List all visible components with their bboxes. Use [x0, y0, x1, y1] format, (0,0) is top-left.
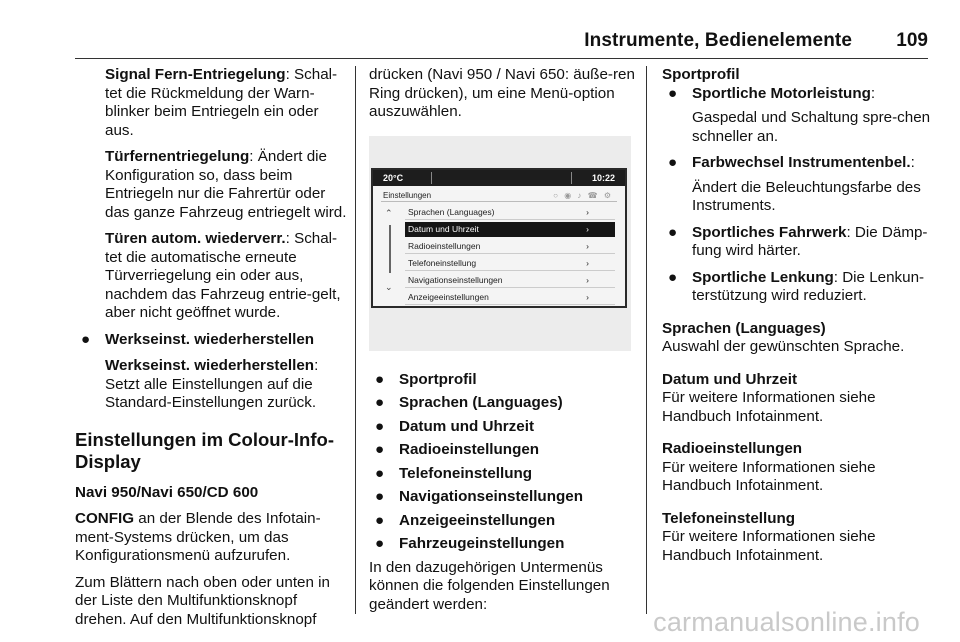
- bullet-item: ● Anzeigeeinstellungen: [375, 511, 556, 529]
- header-rule: [75, 58, 928, 59]
- term-label: Signal Fern-Entriegelung: [105, 66, 286, 83]
- subheading: Navi 950/Navi 650/CD 600: [75, 483, 259, 501]
- config-text: an der Blende des Infotain-ment-Systems drücken, um das Konfigurationsmenü aufzurufen.: [75, 510, 321, 564]
- menu-item-radio: Radioeinstellungen ›: [405, 239, 615, 254]
- chevron-right-icon: ›: [586, 223, 589, 234]
- screen-status-bar: [373, 170, 625, 186]
- bullet-werkseinst: [75, 331, 347, 350]
- infotainment-screenshot: [369, 136, 631, 351]
- menu-item-sprachen: Sprachen (Languages) ›: [405, 205, 615, 220]
- text-telefon: Für weitere Informationen siehe Handbuch Infotainment.: [662, 528, 876, 564]
- text-farbwechsel: Ändert die Beleuchtungsfarbe des Instruments.: [692, 178, 921, 214]
- bullet-item: ● Radioeinstellungen: [375, 441, 540, 458]
- column-divider-2: [646, 66, 647, 614]
- bullet-fahrwerk: ● Sportliches Fahrwerk: Die Dämp-fung wird härter.: [668, 223, 928, 259]
- term-text: : Ändert die Konfiguration so, dass beim Entriegeln nur die Fahrertür oder das ganze Fahrzeug entriegelt wird.: [105, 148, 347, 221]
- settings-bullet-list: [369, 371, 637, 554]
- term-text: : Setzt alle Einstellungen auf die Standard-Einstellungen zurück.: [105, 357, 319, 411]
- heading-datum: Datum und Uhrzeit: [662, 370, 797, 388]
- bullet-dot: ●: [375, 488, 385, 505]
- column-3: [662, 66, 934, 565]
- menu-item-navigation: Navigationseinstellungen ›: [405, 273, 615, 288]
- bullet-dot: ●: [668, 268, 678, 286]
- bullet-item: ● Telefoneinstellung: [375, 464, 533, 482]
- scroll-up-icon: ⌃: [385, 207, 393, 218]
- paragraph-scroll: Zum Blättern nach oben oder unten in der Liste den Multifunktionsknopf drehen. Auf den Multifunktionsknopf: [75, 573, 330, 628]
- bullet-dot: ●: [375, 535, 385, 552]
- paragraph-tuerfern: [75, 148, 347, 222]
- settings-screen: [371, 168, 627, 308]
- chevron-right-icon: ›: [586, 274, 589, 285]
- watermark: carmanualsonline.info: [653, 607, 920, 637]
- term-label: Türen autom. wiederverr.: [105, 230, 286, 247]
- text-datum: Für weitere Informationen siehe Handbuch Infotainment.: [662, 389, 876, 425]
- text-sprachen: Auswahl der gewünschten Sprache.: [662, 338, 905, 355]
- bullet-dot: ●: [375, 417, 385, 435]
- bullet-dot: ●: [375, 441, 385, 458]
- heading-radio: Radioeinstellungen: [662, 440, 803, 457]
- chevron-right-icon: ›: [586, 206, 589, 217]
- temperature-readout: 20°C: [383, 172, 404, 183]
- status-icons: ○ ◉ ♪ ☎ ⚙: [553, 190, 613, 200]
- scrollbar: [389, 225, 391, 273]
- column-divider-1: [355, 66, 356, 614]
- clock-readout: 10:22: [591, 172, 615, 183]
- bullet-dot: ●: [668, 223, 678, 241]
- settings-menu-list: [405, 205, 615, 307]
- section-heading: Einstellungen im Colour-Info-Display: [75, 428, 334, 472]
- bullet-dot: ●: [375, 511, 385, 529]
- bullet-lenkung: ● Sportliche Lenkung: Die Lenkun-terstützung wird reduziert.: [668, 268, 925, 304]
- chapter-title: Instrumente, Bedienelemente: [584, 30, 852, 51]
- bullet-item: ● Datum und Uhrzeit: [375, 417, 534, 435]
- chevron-right-icon: ›: [586, 291, 589, 302]
- scroll-down-icon: ⌄: [385, 281, 393, 292]
- paragraph-signal: [75, 66, 347, 140]
- page-number: 109: [896, 30, 928, 51]
- paragraph-werkseinst: [75, 357, 347, 413]
- heading-telefon: Telefoneinstellung: [662, 509, 796, 527]
- text-radio: Für weitere Informationen siehe Handbuch Infotainment.: [662, 458, 876, 494]
- bullet-dot: ●: [375, 464, 385, 482]
- column-2: [369, 66, 637, 614]
- config-label: CONFIG: [75, 510, 135, 527]
- bullet-item: ● Fahrzeugeinstellungen: [375, 535, 565, 552]
- bullet-dot: ●: [81, 330, 91, 348]
- bullet-item: ● Sprachen (Languages): [375, 394, 563, 411]
- text-motorleistung: Gaspedal und Schaltung spre-chen schneller an.: [692, 109, 931, 145]
- bullet-item: ● Navigationseinstellungen: [375, 488, 583, 505]
- bullet-dot: ●: [375, 370, 385, 388]
- bullet-label: Werkseinst. wiederherstellen: [105, 330, 315, 348]
- chevron-right-icon: ›: [586, 240, 589, 251]
- chevron-right-icon: ›: [586, 257, 589, 268]
- bullet-dot: ●: [375, 394, 385, 411]
- heading-sprachen: Sprachen (Languages): [662, 319, 826, 337]
- column-1: [75, 66, 347, 629]
- paragraph-tueren-autom: [75, 230, 347, 323]
- term-label: Türfernentriegelung: [105, 148, 250, 165]
- menu-item-telefon: Telefoneinstellung ›: [405, 256, 615, 271]
- paragraph-intro: drücken (Navi 950 / Navi 650: äuße-ren Ring drücken), um eine Menü-option auszuwählen.: [369, 66, 635, 120]
- paragraph-outro: In den dazugehörigen Untermenüs können die folgenden Einstellungen geändert werden:: [369, 558, 610, 613]
- bullet-item: ● Sportprofil: [375, 370, 477, 388]
- term-text: : Schal-tet die Rückmeldung der Warn-blinker beim Entriegeln ein oder aus.: [105, 66, 338, 139]
- bullet-dot: ●: [668, 154, 678, 171]
- menu-item-anzeige: Anzeigeeinstellungen ›: [405, 290, 615, 305]
- screen-title: Einstellungen: [383, 190, 432, 200]
- menu-item-datum-selected: Datum und Uhrzeit ›: [405, 222, 615, 237]
- term-label: Werkseinst. wiederherstellen: [105, 357, 315, 374]
- bullet-farbwechsel: ● Farbwechsel Instrumentenbel.:: [668, 154, 915, 171]
- term-text: : Schal-tet die automatische erneute Türverriegelung ein oder aus, nachdem das Fahrzeug entrie-gelt, aber nicht geöffnet wurde.: [105, 230, 341, 321]
- bullet-dot: ●: [668, 84, 678, 102]
- bullet-motorleistung: ● Sportliche Motorleistung:: [668, 84, 876, 102]
- paragraph-config: [75, 510, 347, 566]
- heading-sportprofil: Sportprofil: [662, 66, 740, 83]
